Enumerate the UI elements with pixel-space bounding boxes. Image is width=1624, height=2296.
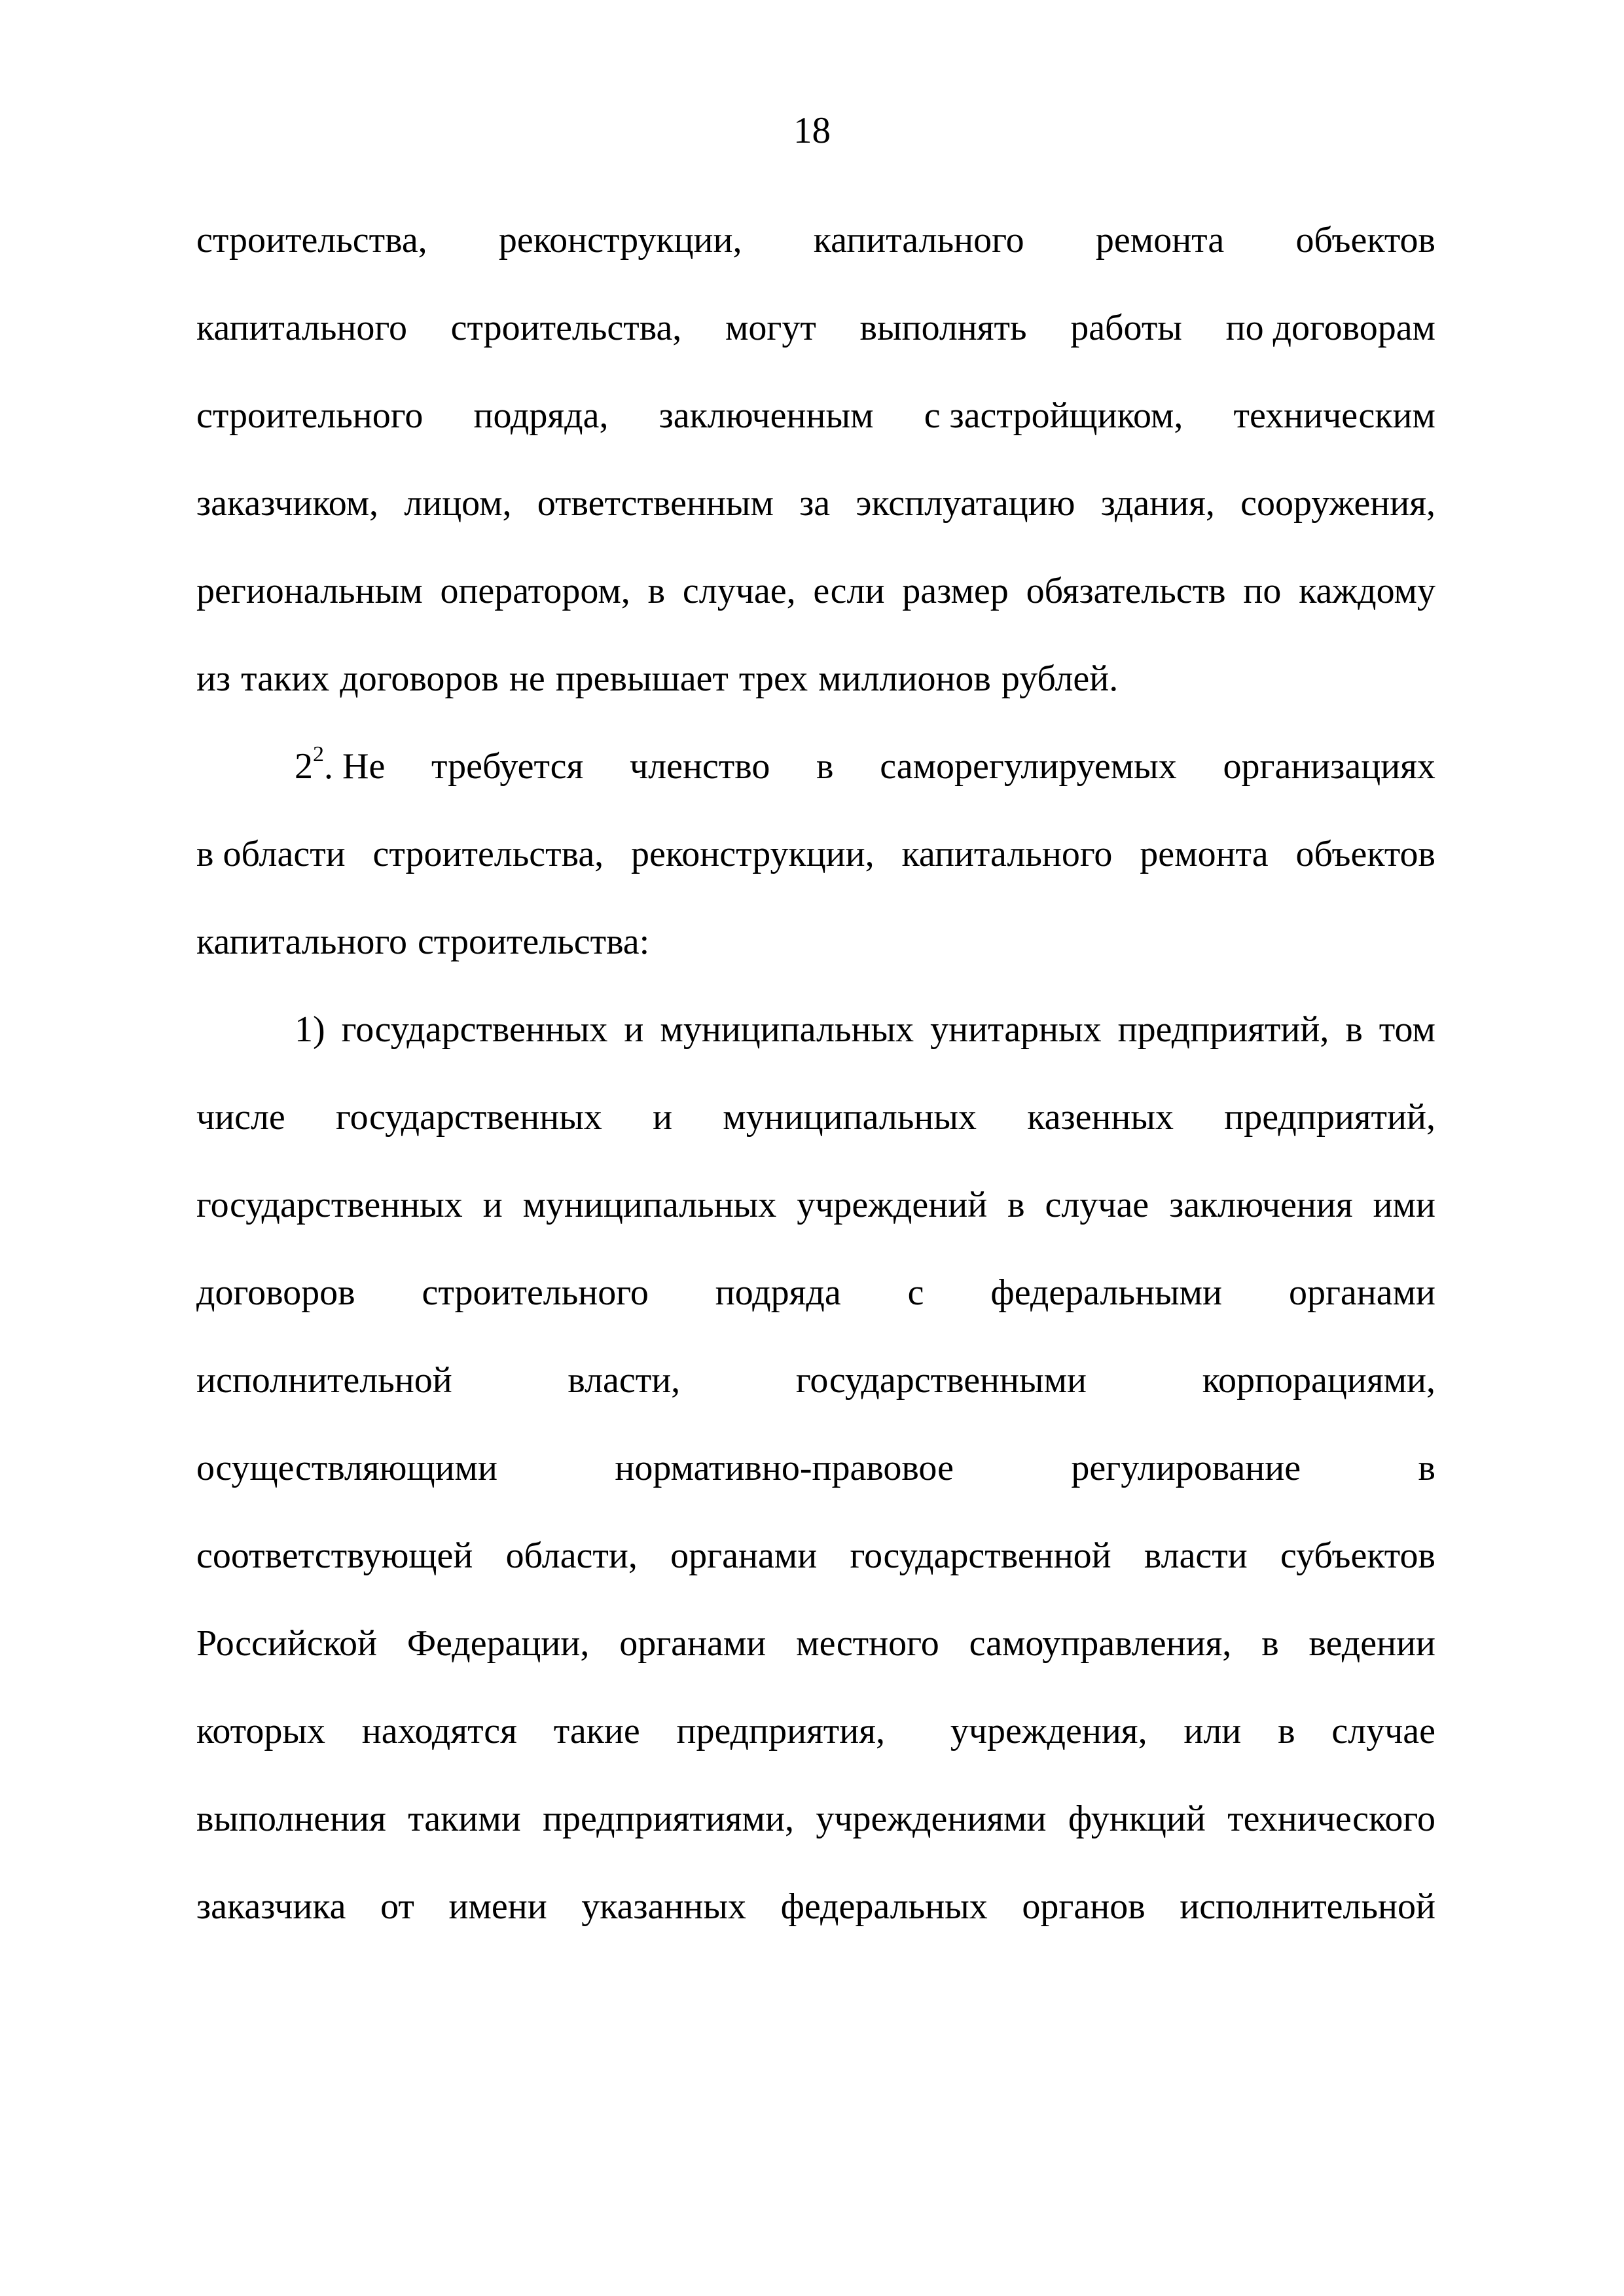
text-line xyxy=(196,1073,1435,1161)
word: за xyxy=(799,483,831,524)
word: здания, xyxy=(1100,483,1215,524)
text-line xyxy=(196,372,1435,459)
word: власти xyxy=(1144,1535,1248,1576)
text-line xyxy=(196,723,1435,810)
word: государственными xyxy=(795,1360,1087,1401)
word: власти, xyxy=(568,1360,681,1401)
word: от xyxy=(380,1886,414,1927)
word: сооружения, xyxy=(1240,483,1435,524)
word: органами xyxy=(670,1535,818,1576)
word: федеральных xyxy=(780,1886,988,1927)
word: требуется xyxy=(431,746,584,787)
word: капитального xyxy=(813,220,1024,260)
word: строительства: xyxy=(417,922,650,962)
word: превышает xyxy=(555,658,729,699)
text-line xyxy=(196,1863,1435,1950)
word: организациях xyxy=(1223,746,1435,787)
text-line xyxy=(196,1512,1435,1600)
word: и xyxy=(624,1009,644,1050)
word: строительства, xyxy=(450,308,682,348)
word: функций xyxy=(1068,1799,1206,1839)
word: в xyxy=(1345,1009,1363,1050)
word: если xyxy=(813,571,885,611)
word: лицом, xyxy=(404,483,512,524)
text-line xyxy=(196,1424,1435,1512)
word: исполнительной xyxy=(196,1360,452,1401)
word: в xyxy=(816,746,834,787)
word: эксплуатацию xyxy=(856,483,1075,524)
word: таких xyxy=(241,658,330,699)
word: заключенным xyxy=(659,395,874,436)
word: могут xyxy=(725,308,816,348)
word: такими xyxy=(408,1799,521,1839)
word: объектов xyxy=(1295,834,1435,874)
word: выполнять xyxy=(859,308,1027,348)
word: предприятиями, xyxy=(543,1799,794,1839)
text-line xyxy=(196,1687,1435,1775)
text-line xyxy=(196,898,1435,986)
text-line xyxy=(196,635,1435,723)
word: муниципальных xyxy=(522,1185,777,1225)
word: подряда xyxy=(715,1272,841,1313)
paragraph-number xyxy=(295,723,385,810)
text-line xyxy=(196,459,1435,547)
word: муниципальных xyxy=(723,1097,977,1138)
word: саморегулируемых xyxy=(880,746,1177,787)
text-line xyxy=(196,196,1435,284)
word: Федерации, xyxy=(406,1623,590,1664)
word: в xyxy=(1278,1711,1295,1751)
word: подряда, xyxy=(473,395,609,436)
word: которых xyxy=(196,1711,325,1751)
word: в области xyxy=(196,834,346,874)
word: самоуправления, xyxy=(969,1623,1232,1664)
word: объектов xyxy=(1295,220,1435,260)
word: из xyxy=(196,658,231,699)
word: случае xyxy=(1045,1185,1149,1225)
word: строительного xyxy=(422,1272,649,1313)
word: органами xyxy=(619,1623,767,1664)
word: случае, xyxy=(682,571,796,611)
word: унитарных xyxy=(930,1009,1102,1050)
word: по xyxy=(1243,571,1282,611)
word: заказчика xyxy=(196,1886,346,1927)
word: членство xyxy=(630,746,770,787)
word: в xyxy=(1261,1623,1279,1664)
word: строительного xyxy=(196,395,424,436)
word: числе xyxy=(196,1097,285,1138)
list-item-number: 1) xyxy=(295,1009,325,1050)
word: заключения xyxy=(1169,1185,1353,1225)
text-line xyxy=(196,1775,1435,1863)
word: местного xyxy=(796,1623,939,1664)
word: в xyxy=(1007,1185,1025,1225)
word: реконструкции, xyxy=(498,220,742,260)
word: имени xyxy=(448,1886,547,1927)
paragraph-number-suffix: . Не xyxy=(324,746,386,787)
word: Российской xyxy=(196,1623,377,1664)
word: работы xyxy=(1070,308,1182,348)
word: исполнительной xyxy=(1180,1886,1435,1927)
word: предприятий, xyxy=(1224,1097,1435,1138)
word: муниципальных xyxy=(660,1009,914,1050)
text-line xyxy=(196,1249,1435,1336)
word: органами xyxy=(1288,1272,1435,1313)
word: учреждений xyxy=(797,1185,988,1225)
text-line xyxy=(196,1600,1435,1687)
word: предприятий, xyxy=(1117,1009,1329,1050)
text-line xyxy=(196,284,1435,372)
text-line xyxy=(196,547,1435,635)
word: соответствующей xyxy=(196,1535,473,1576)
word: строительства, xyxy=(196,220,427,260)
word: размер xyxy=(902,571,1009,611)
paragraph-number-superscript: 2 xyxy=(313,742,324,767)
word: государственных xyxy=(341,1009,608,1050)
word: и xyxy=(653,1097,673,1138)
page-number: 18 xyxy=(793,110,831,151)
word: или xyxy=(1183,1711,1242,1751)
word: рублей. xyxy=(1001,658,1119,699)
word: области, xyxy=(505,1535,638,1576)
word: федеральными xyxy=(990,1272,1223,1313)
word: в xyxy=(1418,1448,1435,1488)
word: с xyxy=(907,1272,924,1313)
word: капитального xyxy=(901,834,1113,874)
word: органов xyxy=(1022,1886,1146,1927)
word: государственных xyxy=(336,1097,602,1138)
word: государственных xyxy=(196,1185,463,1225)
word: трех xyxy=(738,658,808,699)
body-text xyxy=(196,196,1435,1950)
text-line xyxy=(196,986,1435,1073)
word: ремонта xyxy=(1140,834,1269,874)
word: с застройщиком, xyxy=(924,395,1183,436)
word: реконструкции, xyxy=(631,834,875,874)
text-line xyxy=(196,810,1435,898)
word: том xyxy=(1379,1009,1435,1050)
word: и xyxy=(482,1185,503,1225)
word: находятся xyxy=(361,1711,517,1751)
word: такие xyxy=(553,1711,640,1751)
word: ими xyxy=(1373,1185,1435,1225)
word: ответственным xyxy=(537,483,774,524)
paragraph-number-base: 2 xyxy=(295,746,313,787)
word: техническим xyxy=(1233,395,1435,436)
word: региональным xyxy=(196,571,423,611)
word: регулирование xyxy=(1071,1448,1301,1488)
word: учреждения, xyxy=(950,1711,1147,1751)
word: в xyxy=(647,571,666,611)
word: учреждениями xyxy=(816,1799,1047,1839)
word: договоров xyxy=(340,658,499,699)
word: корпорациями, xyxy=(1202,1360,1435,1401)
word: государственной xyxy=(850,1535,1111,1576)
word: не xyxy=(509,658,545,699)
word: ремонта xyxy=(1095,220,1225,260)
word: казенных xyxy=(1027,1097,1174,1138)
word: предприятия, xyxy=(676,1711,886,1751)
word: миллионов xyxy=(818,658,991,699)
word: капитального xyxy=(196,922,407,962)
word: ведении xyxy=(1308,1623,1435,1664)
word: субъектов xyxy=(1280,1535,1435,1576)
word: каждому xyxy=(1299,571,1435,611)
word: заказчиком, xyxy=(196,483,379,524)
word: строительства, xyxy=(372,834,604,874)
word: оператором, xyxy=(440,571,630,611)
text-line xyxy=(196,1161,1435,1249)
word: выполнения xyxy=(196,1799,386,1839)
word: технического xyxy=(1227,1799,1435,1839)
word: случае xyxy=(1331,1711,1435,1751)
word: нормативно-правовое xyxy=(615,1448,954,1488)
word: договоров xyxy=(196,1272,355,1313)
word: капитального xyxy=(196,308,407,348)
word: указанных xyxy=(581,1886,747,1927)
word: обязательств xyxy=(1026,571,1226,611)
word: по договорам xyxy=(1225,308,1435,348)
text-line xyxy=(196,1336,1435,1424)
word: осуществляющими xyxy=(196,1448,497,1488)
